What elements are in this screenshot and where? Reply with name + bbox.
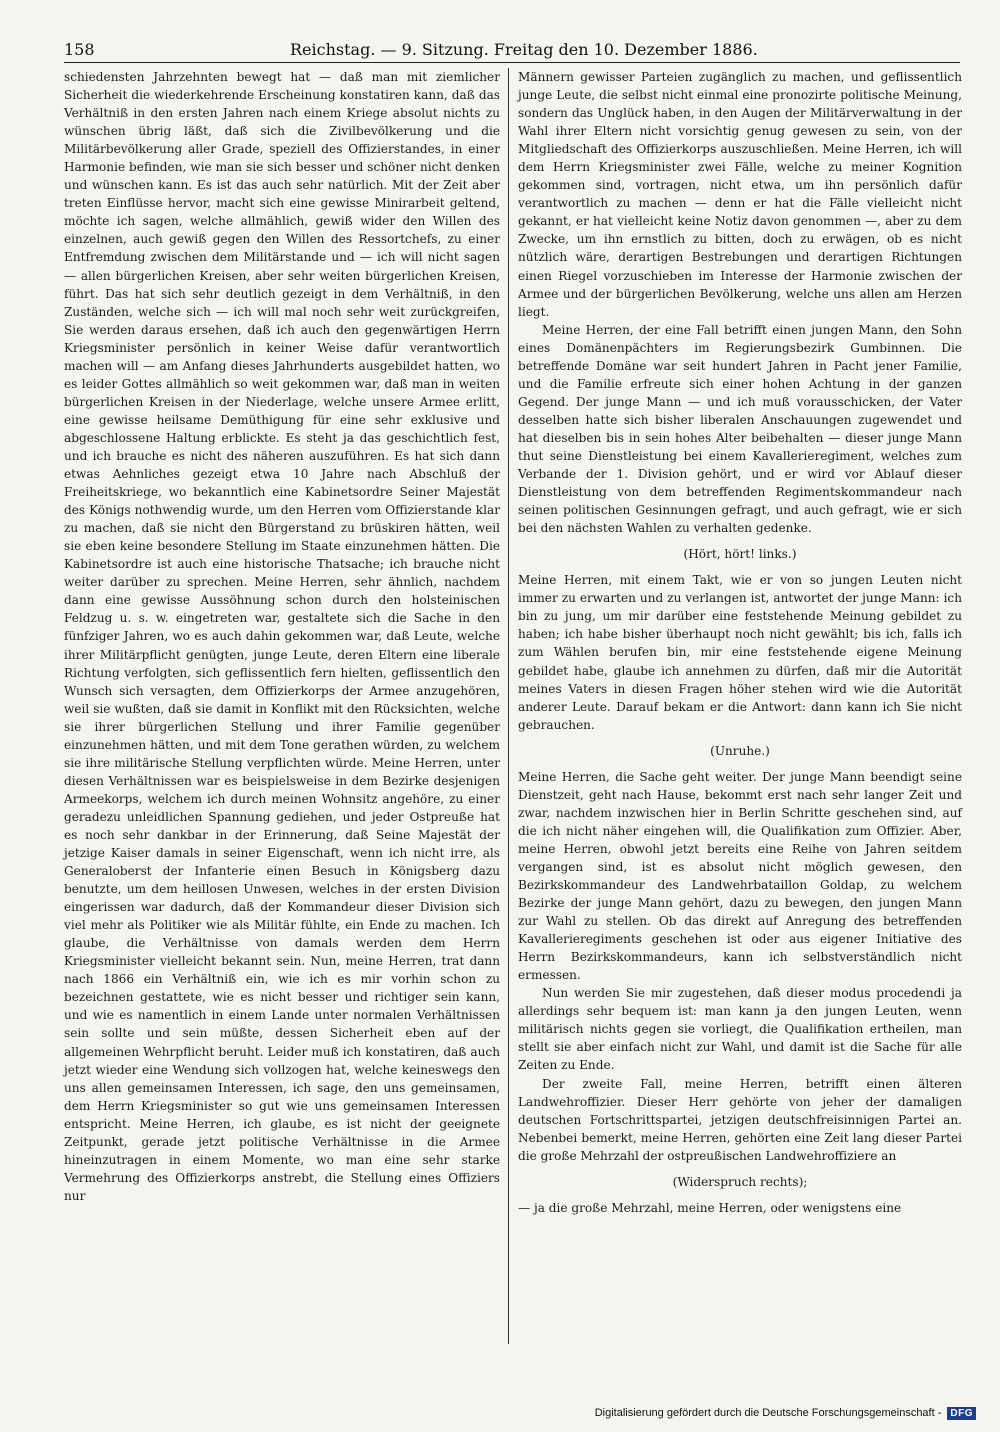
running-title: Reichstag. — 9. Sitzung. Freitag den 10. Dezember 1886. xyxy=(290,40,758,59)
interjection-hoert: (Hört, hört! links.) xyxy=(683,547,797,562)
right-column xyxy=(518,68,962,1217)
page-header xyxy=(64,36,960,62)
interjection-unruhe: (Unruhe.) xyxy=(710,743,770,758)
right-paragraph-7: — ja die große Mehrzahl, meine Herren, oder wenigstens eine xyxy=(518,1200,902,1215)
dfg-logo: DFG xyxy=(947,1407,976,1420)
left-paragraph: schiedensten Jahrzehnten bewegt hat — daß man mit ziemlicher Sicherheit die wiederkehrende Erscheinung konstatiren kann, daß das Verhältniß in den ersten Jahren nach einem Kriege absolut nichts zu wünschen übrig läßt, daß sich die Zivilbevölkerung und die Militärbevölkerung aller Grade, speziell des Offizierstandes, in einer Harmonie befinden, wie man sie sich besser und schöner nicht denken und wünschen kann. Es ist das auch sehr natürlich. Mit der Zeit aber treten Einflüsse hervor, macht sich eine gewisse Minirarbeit geltend, möchte ich sagen, welche allmählich, gewiß wider den Willen des einzelnen, auch gewiß gegen den Willen des Ressortchefs, zu einer Entfremdung zwischen dem Militärstande und — ich will nicht sagen — allen bürgerlichen Kreisen, aber sehr weiten bürgerlichen Kreisen, führt. Das hat sich sehr deutlich gezeigt in dem Verhältniß, in den Zuständen, welche sich — ich will mal noch sehr weit zurückgreifen, Sie werden daraus ersehen, daß ich auch den gegenwärtigen Herrn Kriegsminister persönlich in keiner Weise dafür verantwortlich machen will — am Anfang dieses Jahrhunderts ausgebildet hatten, wo es leider Gottes allmählich so weit gekommen war, daß man in weiten bürgerlichen Kreisen in der Niederlage, welche unsere Armee erlitt, eine gewisse heilsame Demüthigung für eine sehr exklusive und abgeschlossene Haltung erblickte. Es steht ja das geschichtlich fest, und ich brauche es nicht des näheren auszuführen. Es hat sich dann etwas Aehnliches gezeigt etwa 10 Jahre nach Abschluß der Freiheitskriege, wo bekanntlich eine Kabinetsordre Seiner Majestät des Königs nothwendig wurde, um den Herren vom Offizierstande klar zu machen, daß sie nicht den Bürgerstand zu brüskiren hätten, weil sie eben keine besondere Stellung im Staate einzunehmen hätten. Die Kabinetsordre ist auch eine historische Thatsache; ich brauche nicht weiter darüber zu sprechen. Meine Herren, sehr ähnlich, nachdem dann eine gewisse Aussöhnung schon durch den holsteinischen Feldzug u. s. w. eingetreten war, gestaltete sich die Sache in den fünfziger Jahren, wo es auch dahin gekommen war, daß Leute, welche ihrer Militärpflicht genügten, junge Leute, deren Eltern eine liberale Richtung verfolgten, sich geflissentlich fern hielten, geflissentlich den Wunsch sich versagten, dem Offizierkorps der Armee anzugehören, weil sie wußten, daß sie damit in Konflikt mit den Rücksichten, welche sie ihrer bürgerlichen Stellung und ihrer Familie gegenüber einzunehmen hätten, und mit dem Tone gerathen würden, zu welchem sie ihre militärische Stellung verpflichten würde. Meine Herren, unter diesen Verhältnissen war es beispielsweise in dem Bezirke desjenigen Armeekorps, welchem ich durch meinen Wohnsitz angehöre, zu einer geradezu unleidlichen Spannung gediehen, und jeder Ostpreuße hat es noch sehr dankbar in der Erinnerung, daß Seine Majestät der jetzige Kaiser damals in seiner Eigenschaft, wenn ich nicht irre, als Generaloberst der Infanterie einen Besuch in Königsberg dazu benutzte, um dem heillosen Unwesen, welches in der ersten Division eingerissen war dadurch, daß der Kommandeur dieser Division sich viel mehr als Politiker wie als Militär fühlte, ein Ende zu machen. Ich glaube, die Verhältnisse von damals werden dem Herrn Kriegsminister vielleicht bekannt sein. Nun, meine Herren, trat dann nach 1866 ein Verhältniß ein, wie ich es mir vorhin schon zu bezeichnen gestattete, wie es nicht besser und richtiger sein kann, und wie es namentlich in einem Lande unter normalen Verhältnissen sein sollte und sein müßte, dessen Sicherheit eben auf der allgemeinen Wehrpflicht beruht. Leider muß ich konstatiren, daß auch jetzt wieder eine Wendung sich vollzogen hat, welche keineswegs den uns allen gemeinsamen Interessen, ich sage, den uns gemeinsamen, dem Herrn Kriegsminister so gut wie uns gemeinsamen Interessen entspricht. Meine Herren, ich glaube, es ist nicht der geeignete Zeitpunkt, gerade jetzt politische Verhältnisse in die Armee hineinzutragen in einem Momente, wo man eine sehr starke Vermehrung des Offizierkorps anstrebt, die Stellung eines Offiziers nur xyxy=(64,70,500,1203)
footer-credit xyxy=(595,1404,976,1422)
left-column xyxy=(64,68,500,1205)
right-paragraph-1: Männern gewisser Parteien zugänglich zu machen, und geflissentlich junge Leute, die selbst nicht einmal eine pronozirte politische Meinung, sondern das Unglück haben, in den Augen der Militärverwaltung in der Wahl ihrer Eltern nicht vorsichtig genug gewesen zu sein, von der Mitgliedschaft des Offizierkorps auszuschließen. Meine Herren, ich will dem Herrn Kriegsminister zwei Fälle, welche zu meiner Kognition gekommen sind, vortragen, nicht etwa, um ihn persönlich dafür verantwortlich zu machen — denn er hat die Fälle vielleicht nicht gekannt, er hat vielleicht keine Notiz davon genommen —, aber zu dem Zwecke, um ihn ernstlich zu bitten, doch zu erwägen, ob es nicht nützlich wäre, derartigen Bestrebungen und derartigen Richtungen einen Riegel vorzuschieben im Interesse der Harmonie zwischen der Armee und der bürgerlichen Bevölkerung, welche uns allen am Herzen liegt. xyxy=(518,70,962,319)
page-number: 158 xyxy=(64,40,95,59)
header-rule xyxy=(64,62,960,63)
column-divider xyxy=(508,68,509,1344)
right-paragraph-2: Meine Herren, der eine Fall betrifft einen jungen Mann, den Sohn eines Domänenpächters im Regierungsbezirk Gumbinnen. Die betreffende Domäne war seit hundert Jahren in Pacht jener Familie, und die Familie erfreute sich einer hohen Achtung in der ganzen Gegend. Der junge Mann — und ich muß vorausschicken, der Vater desselben hatte sich bisher liberalen Anschauungen zugewendet und hat dieselben bis in sein hohes Alter beibehalten — dieser junge Mann thut seine Dienstleistung bei einem Kavallerieregiment, welches zum Verbande der 1. Division gehört, und er wird vor Ablauf dieser Dienstleistung von dem betreffenden Regimentskommandeur nach seinen politischen Gesinnungen gefragt, und auch gefragt, wie er sich bei den nächsten Wahlen zu verhalten gedenke. xyxy=(518,322,962,536)
right-paragraph-3: Meine Herren, mit einem Takt, wie er von so jungen Leuten nicht immer zu erwarten und zu verlangen ist, antwortet der junge Mann: ich bin zu jung, um mir darüber eine feststehende Meinung gebildet zu haben; ich habe bisher überhaupt noch nicht gewählt; bis ich, falls ich zum Wählen berufen bin, mir eine feststehende eigene Meinung gebildet habe, glaube ich annehmen zu dürfen, daß mir die Autorität meines Vaters in diesen Fragen höher stehen wird wie die Autorität anderer Leute. Darauf bekam er die Antwort: dann kann ich Sie nicht gebrauchen. xyxy=(518,573,962,732)
right-paragraph-5: Nun werden Sie mir zugestehen, daß dieser modus procedendi ja allerdings sehr bequem ist: man kann ja den jungen Leuten, wenn militärisch nichts gegen sie vorliegt, die Qualifikation ertheilen, man stellt sie aber einfach nicht zur Wahl, und damit ist die Sache für alle Zeiten zu Ende. xyxy=(518,986,962,1073)
right-paragraph-6: Der zweite Fall, meine Herren, betrifft einen älteren Landwehroffizier. Dieser Herr gehörte von jeher der damaligen deutschen Fortschrittspartei, jetzigen deutschfreisinnigen Partei an. Nebenbei bemerkt, meine Herren, gehörten eine Zeit lang dieser Partei die große Mehrzahl der ostpreußischen Landwehroffiziere an xyxy=(518,1076,962,1163)
interjection-widerspruch: (Widerspruch rechts); xyxy=(672,1174,808,1189)
right-paragraph-4: Meine Herren, die Sache geht weiter. Der junge Mann beendigt seine Dienstzeit, geht nach Hause, bekommt erst nach sehr langer Zeit und zwar, nachdem inzwischen hier in Berlin Schritte geschehen sind, auf die ich nicht näher eingehen will, die Qualifikation zum Offizier. Aber, meine Herren, obwohl jetzt bereits eine Reihe von Jahren seitdem vergangen sind, ist es absolut nicht möglich gewesen, den Bezirkskommandeur des Landwehrbataillon Goldap, zu welchem Bezirke der junge Mann gehört, dazu zu bewegen, den jungen Mann zur Wahl zu stellen. Ob das direkt auf Anregung des betreffenden Kavallerieregiments geschehen ist oder aus eigener Initiative des Herrn Bezirkskommandeurs, kann ich selbstverständlich nicht ermessen. xyxy=(518,769,962,983)
funding-credit-text: Digitalisierung gefördert durch die Deutsche Forschungsgemeinschaft - xyxy=(594,1407,942,1419)
